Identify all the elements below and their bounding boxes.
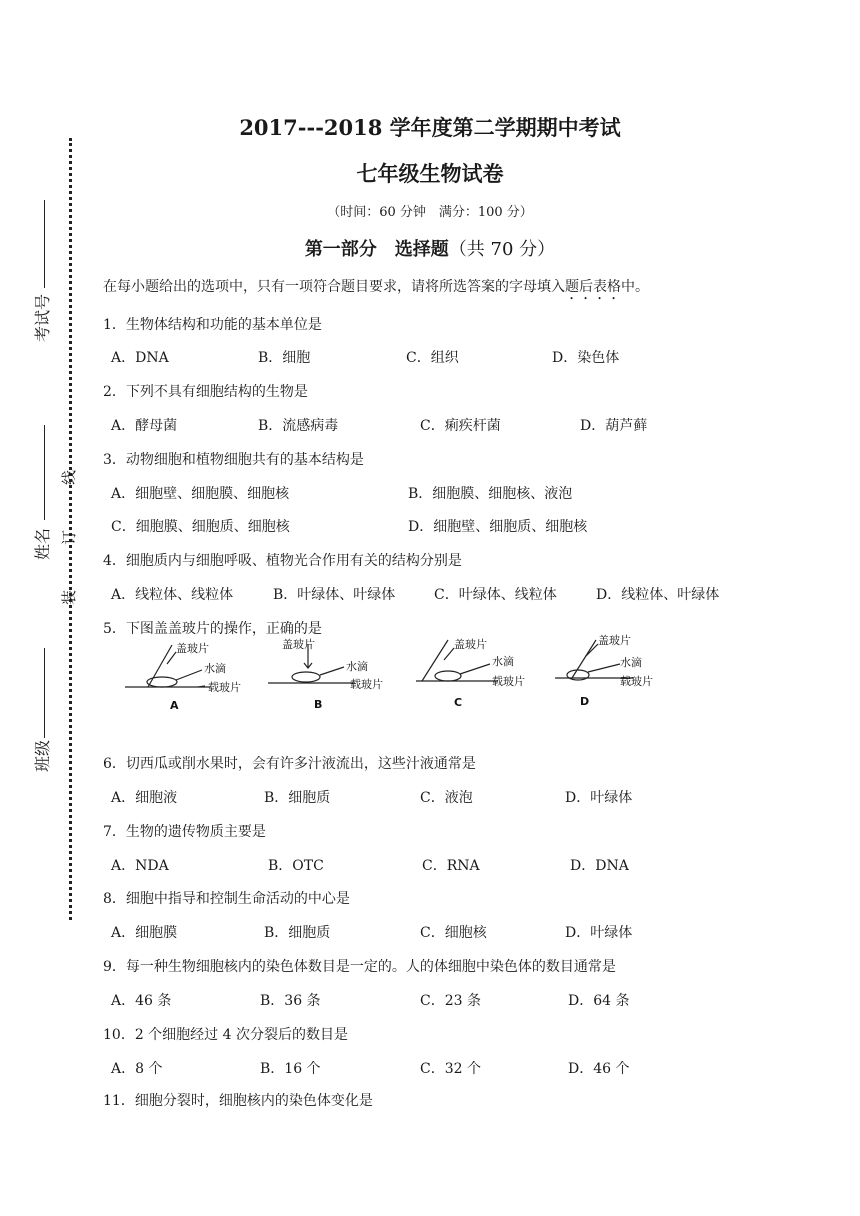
fig-a-coverslip-label: 盖玻片 [176,642,209,655]
question-7-option-d: D．DNA [570,858,629,874]
section-title [0,235,860,261]
question-8-option-d: D．叶绿体 [565,925,633,941]
question-2-option-a: A．酵母菌 [111,418,178,434]
question-10-option-c: C．32 个 [420,1061,481,1077]
question-9-stem: 9．每一种生物细胞核内的染色体数目是一定的。人的体细胞中染色体的数目通常是 [103,959,616,975]
question-1-option-a: A．DNA [111,350,169,366]
question-3-option-c: C．细胞膜、细胞质、细胞核 [111,519,290,535]
question-2-stem: 2．下列不具有细胞结构的生物是 [103,384,308,400]
fig-c-coverslip-label: 盖玻片 [454,638,487,651]
fig-panel-b-label: B [314,698,323,711]
question-3-option-a: A．细胞壁、细胞膜、细胞核 [111,486,290,502]
question-1-stem: 1．生物体结构和功能的基本单位是 [103,317,322,333]
question-4-option-c: C．叶绿体、线粒体 [434,587,557,603]
question-7-stem: 7．生物的遗传物质主要是 [103,824,266,840]
fig-a-slide-label: 载玻片 [208,681,241,694]
instruction-text: 在每小题给出的选项中，只有一项符合题目要求，请将所选答案的字母填入 [103,279,565,295]
question-4-option-a: A．线粒体、线粒体 [111,587,234,603]
question-6-option-b: B．细胞质 [264,790,331,806]
name-label: 姓名 [33,527,52,560]
binding-ding-char: 订 [60,529,78,545]
coverslip-figure [110,630,710,715]
question-3-stem: 3．动物细胞和植物细胞共有的基本结构是 [103,452,364,468]
question-8-stem: 8．细胞中指导和控制生命活动的中心是 [103,891,350,907]
question-1-option-c: C．组织 [406,350,459,366]
question-6-stem: 6．切西瓜或削水果时，会有许多汁液流出，这些汁液通常是 [103,756,476,772]
fig-panel-d-label: D [580,695,590,708]
question-9-option-a: A．46 条 [111,993,172,1009]
fig-c-water-label: 水滴 [492,655,514,668]
question-4-option-d: D．线粒体、叶绿体 [596,587,720,603]
fig-c-slide-label: 载玻片 [492,675,525,688]
fig-d-coverslip-label: 盖玻片 [598,634,631,647]
question-6-option-d: D．叶绿体 [565,790,633,806]
question-2-option-d: D．葫芦藓 [580,418,648,434]
question-7-option-c: C．RNA [422,858,480,874]
question-1-option-d: D．染色体 [552,350,620,366]
instruction-emphasis: 题后表格 [565,279,621,295]
fig-panel-c-label: C [454,696,463,709]
question-8-option-b: B．细胞质 [264,925,331,941]
fig-b-coverslip-label: 盖玻片 [282,638,315,651]
question-2-option-c: C．痢疾杆菌 [420,418,501,434]
binding-zhuang-char: 装 [60,589,78,605]
section-instruction [103,276,649,303]
question-11-stem: 11．细胞分裂时，细胞核内的染色体变化是 [103,1093,373,1109]
question-1-option-b: B．细胞 [258,350,311,366]
question-8-option-a: A．细胞膜 [111,925,178,941]
question-4-option-b: B．叶绿体、叶绿体 [273,587,396,603]
binding-line-char: 线 [60,469,78,485]
fig-panel-a-label: A [170,699,179,712]
class-label: 班级 [33,739,52,772]
question-10-option-d: D．46 个 [568,1061,630,1077]
question-8-option-c: C．细胞核 [420,925,487,941]
fig-d-slide-label: 载玻片 [620,675,653,688]
question-5-stem: 5．下图盖盖玻片的操作，正确的是 [103,621,322,637]
fig-b-slide-label: 载玻片 [350,678,383,691]
class-line [44,648,45,738]
question-9-option-d: D．64 条 [568,993,630,1009]
question-3-option-b: B．细胞膜、细胞核、液泡 [408,486,573,502]
question-10-stem: 10．2 个细胞经过 4 次分裂后的数目是 [103,1027,348,1043]
question-6-option-a: A．细胞液 [111,790,178,806]
question-9-option-b: B．36 条 [260,993,321,1009]
question-2-option-b: B．流感病毒 [258,418,339,434]
fig-b-water-label: 水滴 [346,660,368,673]
exam-number-label: 考试号 [33,293,52,342]
fig-d-water-label: 水滴 [620,656,642,669]
exam-subtitle: 七年级生物试卷 [356,161,504,186]
exam-title: 2017---2018 学年度第二学期期中考试 [239,115,621,140]
question-7-option-a: A．NDA [111,858,169,874]
question-7-option-b: B．OTC [268,858,324,874]
question-10-option-a: A．8 个 [111,1061,163,1077]
section-title-main: 第一部分 选择题 [304,239,449,260]
instruction-end: 中。 [621,279,649,295]
exam-time-note: （时间：60 分钟 满分：100 分） [327,205,533,220]
section-title-score: （共 70 分） [448,239,556,260]
question-6-option-c: C．液泡 [420,790,473,806]
question-10-option-b: B．16 个 [260,1061,321,1077]
question-4-stem: 4．细胞质内与细胞呼吸、植物光合作用有关的结构分别是 [103,553,462,569]
question-9-option-c: C．23 条 [420,993,481,1009]
fig-a-water-label: 水滴 [204,662,226,675]
name-line [44,425,45,520]
question-3-option-d: D．细胞壁、细胞质、细胞核 [408,519,588,535]
